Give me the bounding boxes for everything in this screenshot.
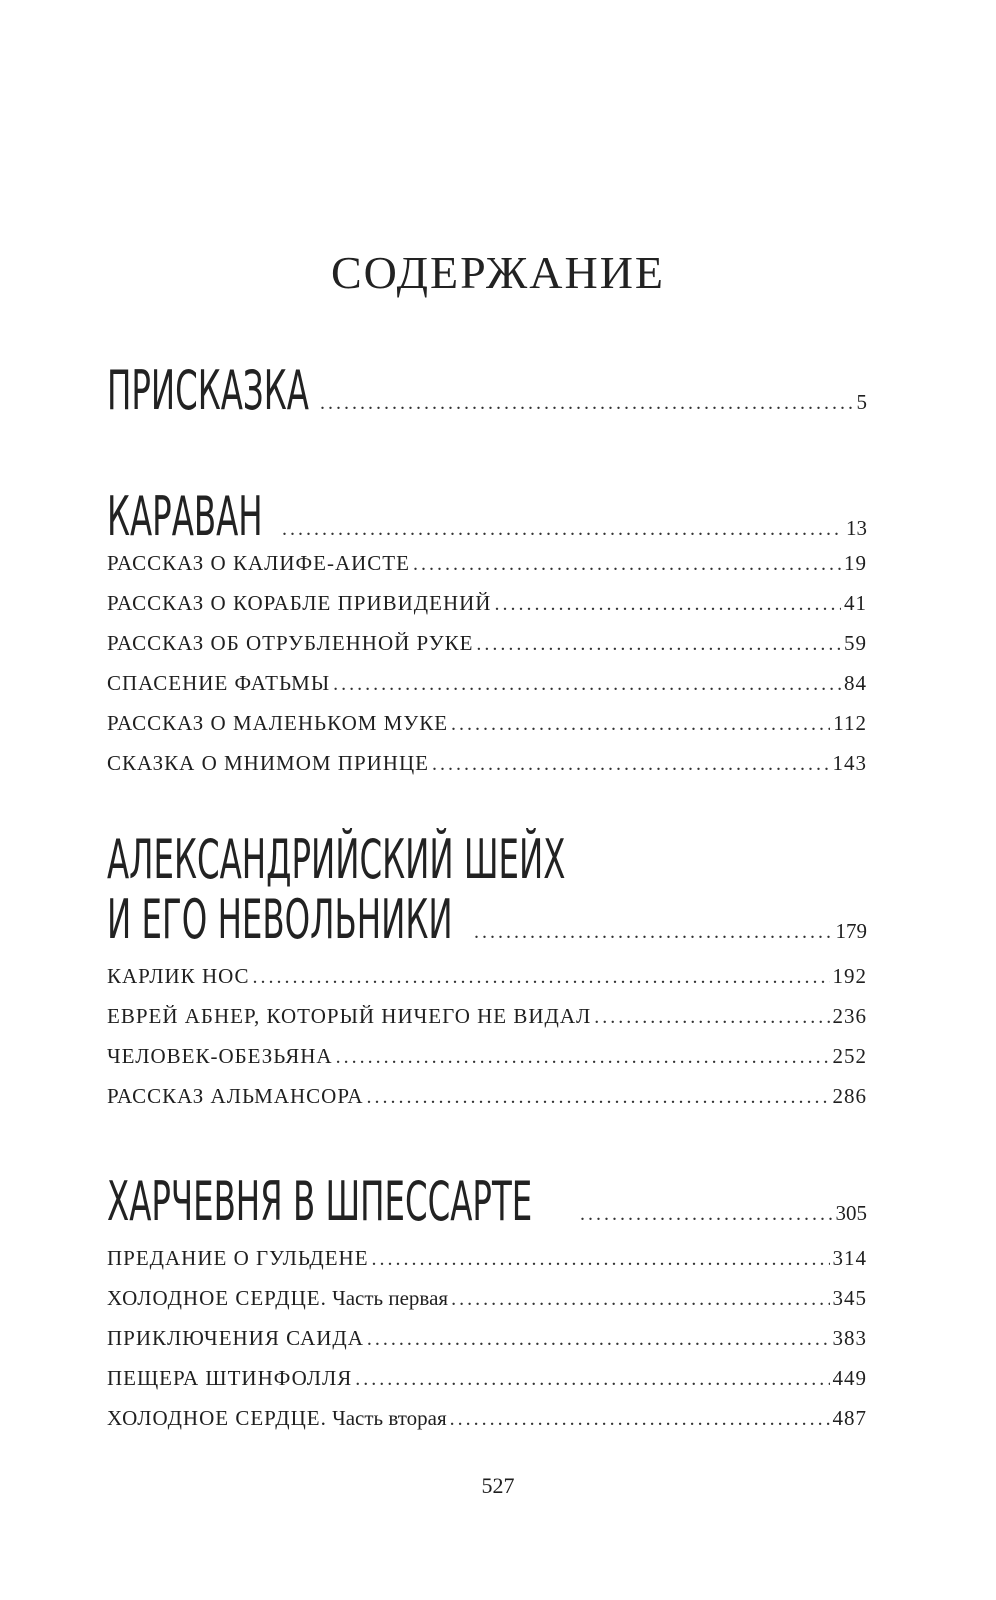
toc-entry[interactable]: [107, 1044, 867, 1084]
toc-entry[interactable]: [107, 1004, 867, 1044]
dot-leader: [372, 1248, 830, 1271]
toc-entry[interactable]: [107, 631, 867, 671]
dot-leader: [413, 553, 841, 576]
page-number: 305: [835, 1201, 867, 1225]
entry-title: РАССКАЗ ОБ ОТРУБЛЕННОЙ РУКЕ: [107, 631, 474, 655]
entry-title: ЕВРЕЙ АБНЕР, КОТОРЫЙ НИЧЕГО НЕ ВИДАЛ: [107, 1004, 592, 1028]
page-number: 5: [856, 390, 867, 414]
dot-leader: [432, 753, 830, 776]
section-caravan: [107, 485, 867, 548]
toc-entry[interactable]: [107, 711, 867, 751]
entry-title: ПРИКЛЮЧЕНИЯ САИДА: [107, 1326, 364, 1350]
entry-title: РАССКАЗ О КОРАБЛЕ ПРИВИДЕНИЙ: [107, 591, 492, 615]
page-number: 192: [832, 964, 867, 988]
section-inn-items: [107, 1246, 867, 1446]
dot-leader: [451, 1288, 829, 1311]
section-heading: [107, 888, 471, 951]
page-number: 143: [832, 751, 867, 775]
folio: 527: [481, 1473, 515, 1498]
entry-title: КАРЛИК НОС: [107, 964, 250, 988]
section-heading: [107, 485, 279, 548]
section-sheikh: [107, 828, 867, 951]
entry-title: [107, 1406, 447, 1431]
section-heading: [107, 828, 587, 891]
entry-title: СКАЗКА О МНИМОМ ПРИНЦЕ: [107, 751, 429, 775]
entry-title-part: Часть первая: [326, 1286, 449, 1310]
entry-title: ПЕЩЕРА ШТИНФОЛЛЯ: [107, 1366, 353, 1390]
entry-title: ПРЕДАНИЕ О ГУЛЬДЕНЕ: [107, 1246, 369, 1270]
section-prologue: [107, 359, 867, 422]
dot-leader: [367, 1328, 830, 1351]
page-number: 19: [844, 551, 867, 575]
dot-leader: [367, 1086, 830, 1109]
toc-entry[interactable]: [107, 1286, 867, 1326]
toc-entry[interactable]: [107, 591, 867, 631]
dot-leader: [494, 593, 841, 616]
entry-title-part: Часть вторая: [326, 1406, 447, 1430]
toc-entry[interactable]: [107, 1406, 867, 1446]
page-number: 383: [832, 1326, 867, 1350]
dot-leader: [580, 1203, 833, 1226]
dot-leader: [282, 518, 843, 541]
page-number: 13: [846, 516, 867, 540]
page-number: 286: [832, 1084, 867, 1108]
section-heading-line: АЛЕКСАНДРИЙСКИЙ ШЕЙХ: [107, 828, 566, 891]
page-number: 449: [832, 1366, 867, 1390]
page-number: 41: [844, 591, 867, 615]
dot-leader: [253, 966, 830, 989]
page-number: 84: [844, 671, 867, 695]
toc-entry[interactable]: [107, 1366, 867, 1406]
page-number: 112: [833, 711, 867, 735]
section-inn: [107, 1170, 867, 1233]
entry-title-main: ХОЛОДНОЕ СЕРДЦЕ.: [107, 1286, 327, 1310]
dot-leader: [333, 673, 841, 696]
page-number: 314: [832, 1246, 867, 1270]
section-heading-line: ХАРЧЕВНЯ В ШПЕССАРТЕ: [107, 1170, 533, 1233]
toc-entry[interactable]: [107, 1084, 867, 1124]
dot-leader: [320, 392, 854, 415]
section-heading-line: И ЕГО НЕВОЛЬНИКИ: [107, 888, 453, 951]
section-heading: [107, 359, 317, 422]
page-number: 179: [835, 919, 867, 943]
dot-leader: [450, 1408, 830, 1431]
page-title: СОДЕРЖАНИЕ: [330, 247, 666, 298]
entry-title-main: ХОЛОДНОЕ СЕРДЦЕ.: [107, 1406, 327, 1430]
entry-title: [107, 1286, 448, 1311]
page-number: 59: [844, 631, 867, 655]
dot-leader: [594, 1006, 829, 1029]
toc-entry[interactable]: [107, 1246, 867, 1286]
section-heading-line: КАРАВАН: [107, 485, 263, 548]
page-number: 345: [832, 1286, 867, 1310]
toc-entry[interactable]: [107, 551, 867, 591]
dot-leader: [474, 921, 833, 944]
page-number: 252: [832, 1044, 867, 1068]
entry-title: РАССКАЗ АЛЬМАНСОРА: [107, 1084, 364, 1108]
entry-title: СПАСЕНИЕ ФАТЬМЫ: [107, 671, 331, 695]
entry-title: РАССКАЗ О КАЛИФЕ-АИСТЕ: [107, 551, 410, 575]
section-heading: [107, 1170, 577, 1233]
dot-leader: [451, 713, 830, 736]
toc-entry[interactable]: [107, 751, 867, 791]
toc-entry[interactable]: [107, 1326, 867, 1366]
toc-entry[interactable]: [107, 671, 867, 711]
toc-entry[interactable]: [107, 964, 867, 1004]
entry-title: РАССКАЗ О МАЛЕНЬКОМ МУКЕ: [107, 711, 449, 735]
section-caravan-items: [107, 551, 867, 791]
section-sheikh-items: [107, 964, 867, 1124]
dot-leader: [355, 1368, 829, 1391]
page-number: 487: [832, 1406, 867, 1430]
dot-leader: [336, 1046, 830, 1069]
entry-title: ЧЕЛОВЕК-ОБЕЗЬЯНА: [107, 1044, 333, 1068]
section-heading-line: ПРИСКАЗКА: [107, 359, 309, 422]
page-number: 236: [832, 1004, 867, 1028]
dot-leader: [476, 633, 841, 656]
